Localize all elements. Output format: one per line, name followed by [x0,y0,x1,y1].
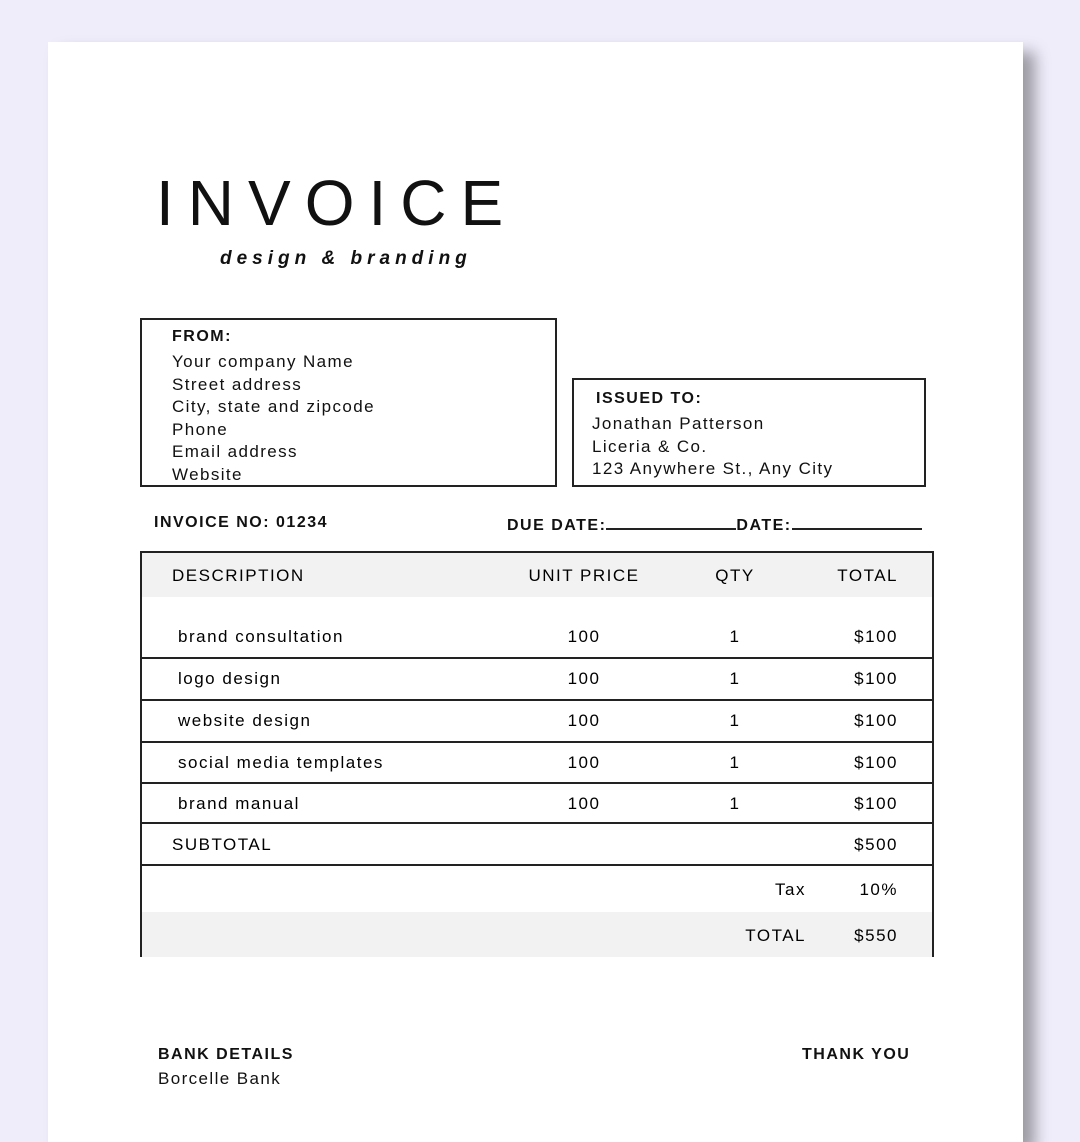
header-total: TOTAL [837,566,898,585]
from-line: Your company Name [172,352,354,371]
row-total: $100 [854,627,898,646]
total-row [142,912,932,957]
row-qty: 1 [729,711,741,730]
row-qty: 1 [729,627,741,646]
subtotal-value: $500 [854,835,898,854]
row-description: social media templates [178,753,384,772]
items-table [140,551,934,957]
row-unit-price: 100 [567,753,601,772]
issued-to-label: ISSUED TO: [596,390,703,407]
from-label: FROM: [172,328,232,345]
row-total: $100 [854,669,898,688]
row-description: brand manual [178,794,300,813]
table-row [142,783,932,824]
row-total: $100 [854,794,898,813]
invoice-no-label: INVOICE NO: [154,514,271,531]
table-row [142,616,932,659]
header-unit-price: UNIT PRICE [528,566,640,585]
invoice-number [154,514,328,532]
dates [507,514,922,535]
due-date-label: DUE DATE: [507,517,607,534]
table-row [142,742,932,784]
header-description: DESCRIPTION [172,566,305,585]
bank-name: Borcelle Bank [158,1069,282,1088]
tax-label: Tax [775,880,806,899]
table-row [142,700,932,743]
subtotal-label: SUBTOTAL [172,835,273,854]
subtotal-row [142,824,932,866]
total-value: $550 [854,926,898,945]
from-line: City, state and zipcode [172,397,375,416]
header-qty: QTY [715,566,755,585]
invoice-no-value: 01234 [276,514,329,531]
row-unit-price: 100 [567,711,601,730]
invoice-title: INVOICE [156,167,518,239]
row-description: logo design [178,669,282,688]
date-field[interactable] [792,514,922,530]
from-line: Website [172,464,243,484]
issued-to-line: 123 Anywhere St., Any City [592,459,834,478]
tax-row [142,866,932,912]
issued-to-box [572,378,926,487]
table-row [142,658,932,701]
from-lines [172,351,375,486]
from-line: Phone [172,419,229,439]
row-qty: 1 [729,669,741,688]
issued-to-lines [592,413,833,481]
from-line: Street address [172,374,303,394]
row-total: $100 [854,711,898,730]
invoice-subtitle: design & branding [220,248,472,269]
issued-to-line: Liceria & Co. [592,436,708,456]
date-label: DATE: [736,517,792,534]
bank-details-label: BANK DETAILS [158,1046,294,1063]
from-box [140,318,557,487]
row-qty: 1 [729,753,741,772]
tax-value: 10% [859,880,898,899]
from-line: Email address [172,442,298,461]
row-unit-price: 100 [567,794,601,813]
total-label: TOTAL [745,926,806,945]
row-total: $100 [854,753,898,772]
row-description: website design [178,711,312,730]
row-unit-price: 100 [567,669,601,688]
issued-to-line: Jonathan Patterson [592,414,765,433]
table-header [142,553,932,597]
row-qty: 1 [729,794,741,813]
row-description: brand consultation [178,627,344,646]
thank-you: THANK YOU [802,1046,911,1063]
due-date-field[interactable] [606,514,736,530]
row-unit-price: 100 [567,627,601,646]
